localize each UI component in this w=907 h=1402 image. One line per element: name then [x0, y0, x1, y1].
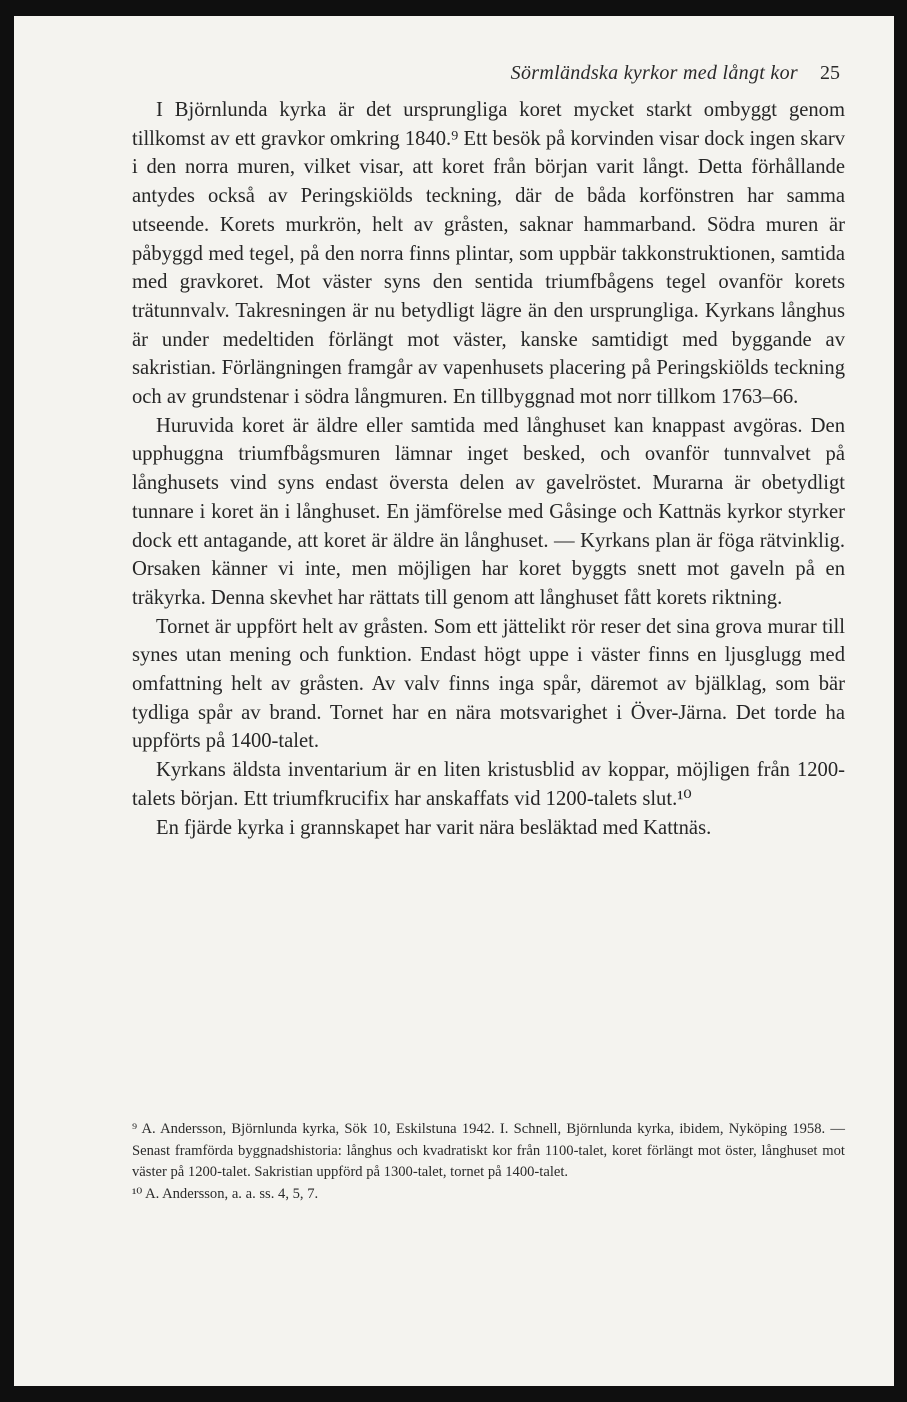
paragraph: Huruvida koret är äldre eller samtida med långhuset kan knappast avgöras. Den upphuggna triumfbågsmuren lämnar inget besked, och ovanför tunnvalvet på långhusets vind syns endast översta delen av gavelröstet. Murarna är obetydligt tunnare i koret än i långhuset. En jämförelse med Gåsinge och Kattnäs kyrkor styrker dock ett antagande, att koret är äldre än långhuset. — Kyrkans plan är föga rätvinklig. Orsaken känner vi inte, men möjligen har koret byggts snett mot gaveln på en träkyrka. Denna skevhet har rättats till genom att långhuset fått korets riktning.	[132, 414, 845, 609]
footnotes	[132, 1119, 845, 1205]
paragraph: Tornet är uppfört helt av gråsten. Som ett jättelikt rör reser det sina grova murar till synes utan mening och funktion. Endast högt uppe i väster finns en ljusglugg med omfattning helt av gråsten. Av valv finns inga spår, däremot av bjälklag, som bär tydliga spår av brand. Tornet har en nära motsvarighet i Över-Järna. Det torde ha uppförts på 1400-talet.	[132, 615, 845, 753]
running-header	[134, 56, 840, 90]
footnote: ⁹ A. Andersson, Björnlunda kyrka, Sök 10, Eskilstuna 1942. I. Schnell, Björnlunda kyrka, ibidem, Nyköping 1958. — Senast framförda byggnadshistoria: långhus och kvadratiskt kor från 1100-talet, koret förlängt mot öster, långhuset mot väster på 1200-talet. Sakristian uppförd på 1300-talet, tornet på 1400-talet.	[132, 1121, 845, 1181]
paragraph: I Björnlunda kyrka är det ursprungliga koret mycket starkt ombyggt genom tillkomst av ett gravkor omkring 1840.⁹ Ett besök på korvinden visar dock ingen skarv i den norra muren, vilket visar, att koret från början varit långt. Detta förhållande antydes också av Peringskiölds teckning, där de båda korfönstren har samma utseende. Korets murkrön, helt av gråsten, saknar hammarband. Södra muren är påbyggd med tegel, på den norra finns plintar, som uppbär takkonstruktionen, samtida med gravkoret. Mot väster syns den sentida triumfbågens tegel ovanför korets trätunnvalv. Takresningen är nu betydligt lägre än den ursprungliga. Kyrkans långhus är under medeltiden förlängt mot väster, kanske samtidigt med byggande av sakristian. Förlängningen framgår av vapenhusets placering på Peringskiölds teckning och av grundstenar i södra långmuren. En tillbyggnad mot norr tillkom 1763–66.	[132, 99, 845, 409]
footnote: ¹⁰ A. Andersson, a. a. ss. 4, 5, 7.	[132, 1185, 319, 1202]
running-title: Sörmländska kyrkor med långt kor	[510, 62, 798, 84]
body-text	[132, 96, 845, 842]
page-number: 25	[820, 62, 840, 84]
book-page	[14, 16, 894, 1386]
paragraph: En fjärde kyrka i grannskapet har varit nära besläktad med Kattnäs.	[156, 816, 712, 839]
paragraph: Kyrkans äldsta inventarium är en liten kristusblid av koppar, möjligen från 1200-talets början. Ett triumfkrucifix har anskaffats vid 1200-talets slut.¹⁰	[132, 759, 845, 810]
